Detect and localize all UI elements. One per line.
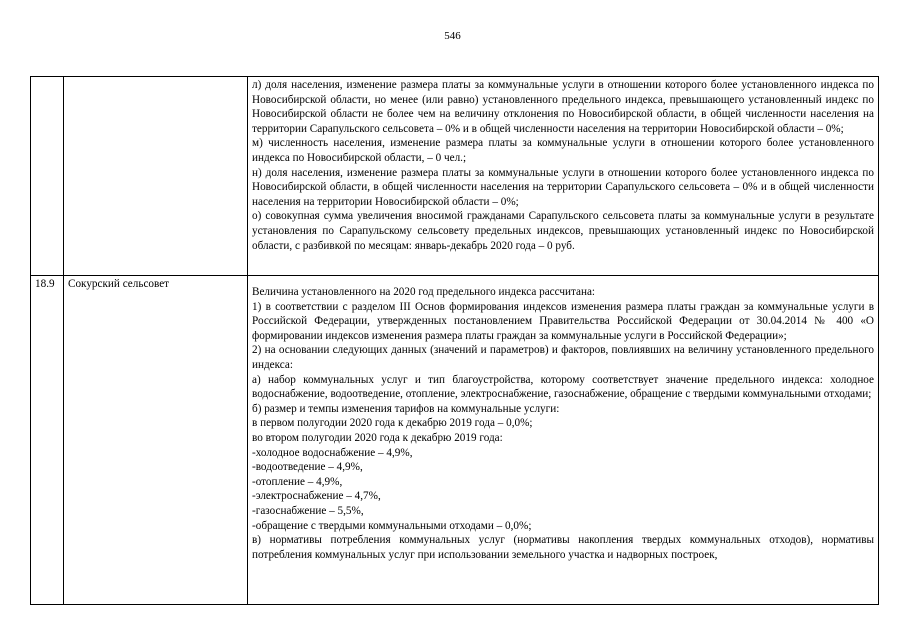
tariff-first-half: в первом полугодии 2020 года к декабрю 2019 года – 0,0%; — [252, 417, 533, 430]
page-number: 546 — [444, 30, 461, 42]
paragraph-2: 2) на основании следующих данных (значений и параметров) и факторов, повлиявших на величину установленного предельного индекса: — [252, 344, 874, 371]
table-row — [31, 276, 879, 605]
table-row — [31, 77, 879, 276]
tariff-heating: -отопление – 4,9%, — [252, 475, 343, 488]
paragraph-v: в) нормативы потребления коммунальных услуг (нормативы накопления твердых коммунальных отходов), нормативы потребления коммунальных услуг при использовании земельного участка и надворных построек, — [252, 534, 874, 561]
paragraph-n: н) доля населения, изменение размера платы за коммунальные услуги в отношении которого более установленного индекса по Новосибирской области, в общей численности населения на территории Сарапульского сельсовета – 0% и в общей численности населения на территории Новосибирской области – 0%; — [252, 166, 874, 208]
tariff-second-half: во втором полугодии 2020 года к декабрю 2019 года: — [252, 431, 503, 444]
tariff-cold-water: -холодное водоснабжение – 4,9%, — [252, 446, 413, 459]
paragraph-intro: Величина установленного на 2020 год предельного индекса рассчитана: — [252, 286, 596, 298]
row-text-content — [252, 285, 874, 601]
tariff-drainage: -водоотведение – 4,9%, — [252, 461, 363, 474]
paragraph-1: 1) в соответствии с разделом III Основ формирования индексов изменения размера платы граждан за коммунальные услуги в Российской Федерации, утвержденных постановлением Правительства Российской Федерации от 30.04.2014 № 400 «О формировании индексов изменения размера платы граждан за коммунальные услуги в Российской Федерации»; — [252, 300, 874, 342]
paragraph-b: б) размер и темпы изменения тарифов на коммунальные услуги: — [252, 402, 560, 415]
paragraph-a: а) набор коммунальных услуг и тип благоустройства, которому соответствует значение предельного индекса: холодное водоснабжение, водоотведение, отопление, электроснабжение, газоснабжение, обращение с твердыми коммунальными отходами; — [252, 373, 874, 401]
paragraph-m: м) численность населения, изменение размера платы за коммунальные услуги в отношении которого более установленного индекса по Новосибирской области, – 0 чел.; — [252, 137, 874, 164]
row-name-cell: Сокурский сельсовет — [64, 276, 248, 605]
row-name-cell — [64, 77, 248, 276]
row-number-cell — [31, 77, 64, 276]
row-text-cell — [248, 77, 879, 276]
paragraph-o: о) совокупная сумма увеличения вносимой гражданами Сарапульского сельсовета платы за коммунальные услуги в результате установления по Сарапульскому сельсовету предельных индексов, превышающих установленный индекс по Новосибирской области, с разбивкой по месяцам: январь-декабрь 2020 года – 0 руб. — [252, 210, 874, 252]
tariff-electricity: -электроснабжение – 4,7%, — [252, 490, 381, 503]
tariff-gas: -газоснабжение – 5,5%, — [252, 504, 364, 517]
tariff-waste: -обращение с твердыми коммунальными отходами – 0,0%; — [252, 519, 532, 532]
row-text-cell — [248, 276, 879, 605]
row-number-cell: 18.9 — [31, 276, 64, 605]
document-table — [30, 76, 879, 605]
paragraph-l: л) доля населения, изменение размера платы за коммунальные услуги в отношении которого более установленного индекса по Новосибирской области, но менее (или равно) установленного предельного индекса, превышающего установленный индекс по Новосибирской области не более чем на величину отклонения по Новосибирской области, в общей численности населения на территории Сарапульского сельсовета – 0% и в общей численности населения на территории Новосибирской области – 0%; — [252, 79, 874, 135]
